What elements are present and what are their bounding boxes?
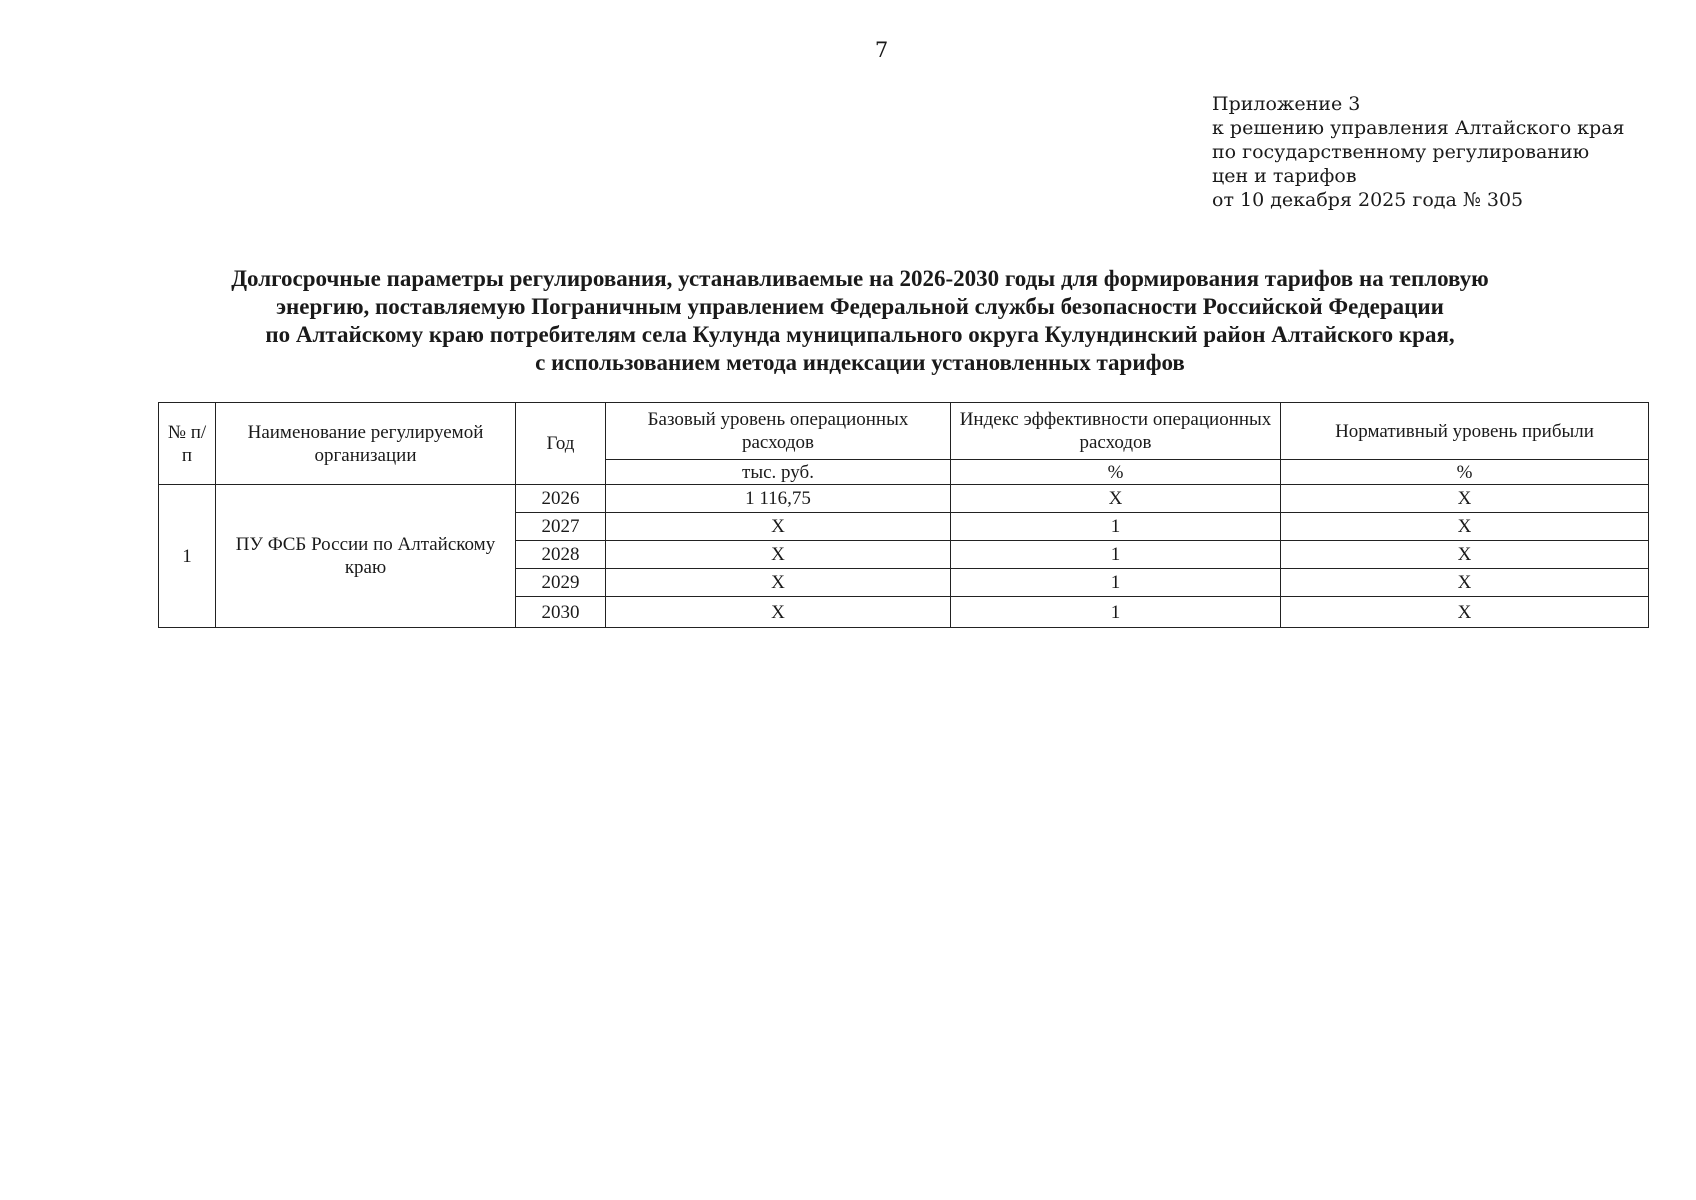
annex-line: по государственному регулированию [1212, 141, 1590, 163]
cell-year: 2026 [516, 485, 606, 513]
annex-line: к решению управления Алтайского края [1212, 117, 1625, 139]
unit-profit-level: % [1281, 460, 1649, 485]
header-organization: Наименование регулируемой организации [216, 403, 516, 485]
cell-profit-level: Х [1281, 541, 1649, 569]
cell-profit-level: Х [1281, 513, 1649, 541]
cell-base-level: 1 116,75 [606, 485, 951, 513]
unit-base-level: тыс. руб. [606, 460, 951, 485]
header-year: Год [516, 403, 606, 485]
parameters-table [158, 402, 1649, 628]
cell-profit-level: Х [1281, 485, 1649, 513]
header-efficiency-index: Индекс эффективности операционных расходов [951, 403, 1281, 460]
header-row [159, 403, 1649, 460]
annex-line: от 10 декабря 2025 года № 305 [1212, 189, 1524, 211]
cell-profit-level: Х [1281, 597, 1649, 628]
unit-efficiency-index: % [951, 460, 1281, 485]
title-line: энергию, поставляемую Пограничным управлением Федеральной службы безопасности Российской Федерации [276, 294, 1444, 319]
cell-base-level: Х [606, 541, 951, 569]
cell-efficiency-index: Х [951, 485, 1281, 513]
table-row [159, 485, 1649, 513]
title-line: с использованием метода индексации установленных тарифов [535, 350, 1185, 375]
organization-name: ПУ ФСБ России по Алтайскому краю [216, 485, 516, 628]
annex-line: цен и тарифов [1212, 165, 1357, 187]
cell-efficiency-index: 1 [951, 597, 1281, 628]
cell-year: 2029 [516, 569, 606, 597]
page-number: 7 [874, 38, 889, 62]
cell-year: 2028 [516, 541, 606, 569]
header-num: № п/п [159, 403, 216, 485]
cell-base-level: Х [606, 513, 951, 541]
cell-base-level: Х [606, 597, 951, 628]
document-title [130, 265, 1590, 377]
cell-efficiency-index: 1 [951, 513, 1281, 541]
annex-block [1212, 92, 1662, 212]
title-line: по Алтайскому краю потребителям села Кулунда муниципального округа Кулундинский район Алтайского края, [265, 322, 1455, 347]
cell-year: 2030 [516, 597, 606, 628]
cell-year: 2027 [516, 513, 606, 541]
header-profit-level: Нормативный уровень прибыли [1281, 403, 1649, 460]
title-line: Долгосрочные параметры регулирования, устанавливаемые на 2026-2030 годы для формирования тарифов на тепловую [231, 266, 1489, 291]
cell-efficiency-index: 1 [951, 541, 1281, 569]
header-base-level: Базовый уровень операционных расходов [606, 403, 951, 460]
annex-line: Приложение 3 [1212, 93, 1361, 115]
cell-base-level: Х [606, 569, 951, 597]
cell-efficiency-index: 1 [951, 569, 1281, 597]
cell-profit-level: Х [1281, 569, 1649, 597]
row-number: 1 [159, 485, 216, 628]
